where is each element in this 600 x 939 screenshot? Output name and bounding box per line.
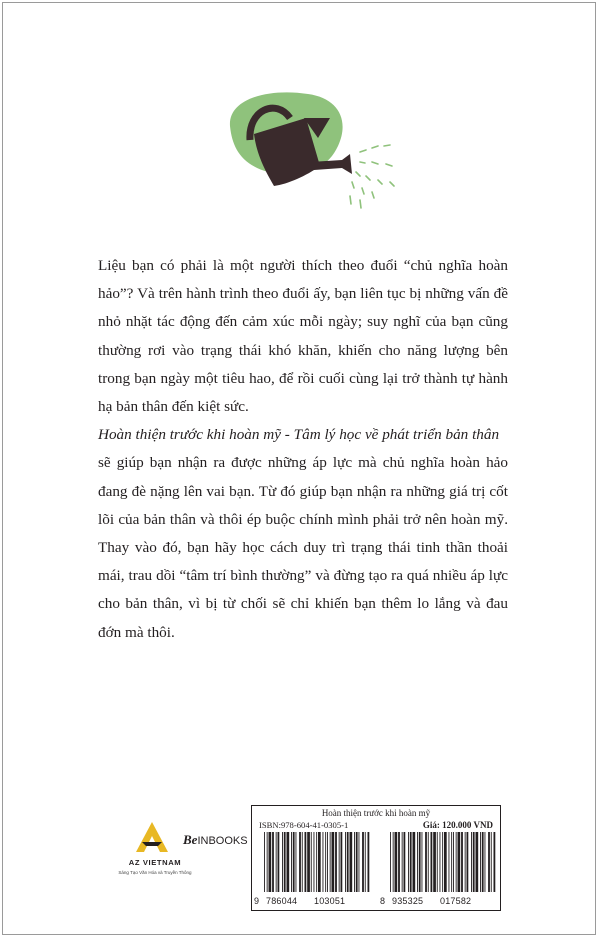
- barcode-group-3: 935325: [392, 896, 424, 906]
- barcode-bar: [305, 832, 307, 892]
- barcode-bar: [356, 832, 358, 892]
- barcode-bar: [422, 832, 423, 892]
- barcode-bar: [365, 832, 366, 892]
- barcode-bar: [276, 832, 277, 892]
- barcode-bar: [314, 832, 315, 892]
- barcode-bar: [327, 832, 328, 892]
- barcode-bar: [471, 832, 472, 892]
- barcode-group-4: 017582: [440, 896, 472, 906]
- barcode-group-1: 786044: [266, 896, 298, 906]
- barcode-bar: [433, 832, 436, 892]
- barcode-bar: [272, 832, 274, 892]
- barcode-bar: [293, 832, 295, 892]
- back-cover-blurb: [98, 252, 508, 647]
- barcode-bar: [494, 832, 496, 892]
- barcode-bar: [442, 832, 443, 892]
- barcode-bar: [390, 832, 391, 892]
- barcode-bar: [350, 832, 353, 892]
- barcode-bar: [417, 832, 418, 892]
- barcode-bar: [449, 832, 450, 892]
- barcode-bar: [278, 832, 280, 892]
- barcode-bar: [456, 832, 457, 892]
- barcode-bar: [413, 832, 416, 892]
- barcode-bar: [359, 832, 360, 892]
- barcode-bar: [282, 832, 283, 892]
- barcode-bar: [267, 832, 268, 892]
- az-vietnam-tagline: Sáng Tạo Văn Hóa và Truyền Thông: [118, 870, 192, 875]
- barcode-bar: [345, 832, 346, 892]
- barcode-bar: [404, 832, 406, 892]
- barcode-bar: [318, 832, 321, 892]
- barcode-bar: [408, 832, 409, 892]
- barcode-bar: [410, 832, 412, 892]
- barcode-bar: [339, 832, 340, 892]
- barcode-bar: [291, 832, 292, 892]
- barcode-bar: [465, 832, 466, 892]
- barcode-digit-1: 9: [254, 896, 260, 906]
- barcode-bar: [425, 832, 427, 892]
- barcode-bar: [302, 832, 303, 892]
- barcode-bar: [362, 832, 364, 892]
- barcode-bar: [488, 832, 490, 892]
- barcode-bar: [341, 832, 343, 892]
- barcode-bar: [330, 832, 331, 892]
- az-vietnam-name: AZ VIETNAM: [128, 858, 182, 867]
- barcode-bar: [296, 832, 297, 892]
- barcode-bar: [323, 832, 324, 892]
- barcode-bar: [398, 832, 400, 892]
- barcode-bar: [311, 832, 312, 892]
- beinbooks-prefix: Be: [183, 832, 198, 847]
- barcode-bar: [393, 832, 394, 892]
- blurb-paragraph-2-text: sẽ giúp bạn nhận ra được những áp lực mà chủ nghĩa hoàn hảo đang đè nặng lên vai bạn. Từ đó giúp bạn nhận ra những giá trị cốt lõi của bản thân và thôi ép buộc chính mình phải trở nên hoàn mỹ. Thay vào đó, bạn hãy học cách duy trì trạng thái tinh thần thoải mái, trau dồi “tâm trí bình thường” và đừng tạo ra quá nhiều áp lực cho bản thân, vì bị từ chối sẽ chỉ khiến bạn thêm lo lắng và đau đớn mà thôi.: [98, 454, 508, 641]
- barcode-bar: [451, 832, 452, 892]
- beinbooks-logo: [183, 832, 248, 848]
- blurb-paragraph-1: Liệu bạn có phải là một người thích theo đuổi “chủ nghĩa hoàn hảo”? Và trên hành trình theo đuổi ấy, bạn liên tục bị những vấn đề nhỏ nhặt tác động đến cảm xúc mỗi ngày; suy nghĩ của bạn cũng thường rơi vào trạng thái khó khăn, khiến cho năng lượng bên trong bạn ngày một tiêu hao, để rồi cuối cùng lại trở thành tự hành hạ bản thân đến kiệt sức.: [98, 257, 508, 416]
- isbn-text: ISBN:978-604-41-0305-1: [259, 820, 349, 830]
- barcode-bar: [316, 832, 317, 892]
- barcode-bar: [347, 832, 349, 892]
- barcode-bar: [482, 832, 484, 892]
- barcode-bar: [335, 832, 337, 892]
- barcode-bar: [419, 832, 421, 892]
- barcode-bar: [461, 832, 463, 892]
- barcode-bar: [307, 832, 310, 892]
- barcode-bar: [299, 832, 301, 892]
- barcode-bar: [395, 832, 398, 892]
- barcode-bar: [491, 832, 492, 892]
- barcode-label: [251, 805, 501, 911]
- az-triangle-icon: [134, 820, 170, 854]
- barcode-digit-2: 8: [380, 896, 386, 906]
- barcode-bar: [476, 832, 479, 892]
- barcode-bar: [284, 832, 286, 892]
- book-title-italic: Hoàn thiện trước khi hoàn mỹ - Tâm lý học về phát triển bản thân: [98, 426, 500, 444]
- blurb-paragraph-2: [98, 421, 508, 647]
- barcode-bar: [440, 832, 441, 892]
- barcode-bar: [431, 832, 433, 892]
- barcode-bar: [453, 832, 454, 892]
- barcode-group-2: 103051: [314, 896, 346, 906]
- barcode-bar: [428, 832, 429, 892]
- barcode-bar: [480, 832, 481, 892]
- barcode-bar: [287, 832, 290, 892]
- barcode-bar: [444, 832, 447, 892]
- az-vietnam-logo: [116, 820, 216, 890]
- barcode-bars: [256, 832, 496, 894]
- barcode-bar: [264, 832, 265, 892]
- barcode-bar: [467, 832, 469, 892]
- barcode-bar: [458, 832, 461, 892]
- barcode-book-title: Hoàn thiện trước khi hoàn mỹ: [321, 808, 431, 818]
- barcode-bar: [402, 832, 403, 892]
- barcode-bar: [325, 832, 326, 892]
- barcode-bar: [354, 832, 355, 892]
- barcode-bar: [437, 832, 438, 892]
- barcode-bar: [485, 832, 486, 892]
- water-drops: [350, 145, 394, 208]
- barcode-bar: [473, 832, 475, 892]
- barcode-bar: [368, 832, 370, 892]
- price-text: Giá: 120.000 VND: [422, 820, 493, 830]
- barcode-bar: [332, 832, 335, 892]
- watering-can-icon: [210, 88, 410, 220]
- barcode-bar: [269, 832, 272, 892]
- beinbooks-name: INBOOKS: [197, 835, 248, 847]
